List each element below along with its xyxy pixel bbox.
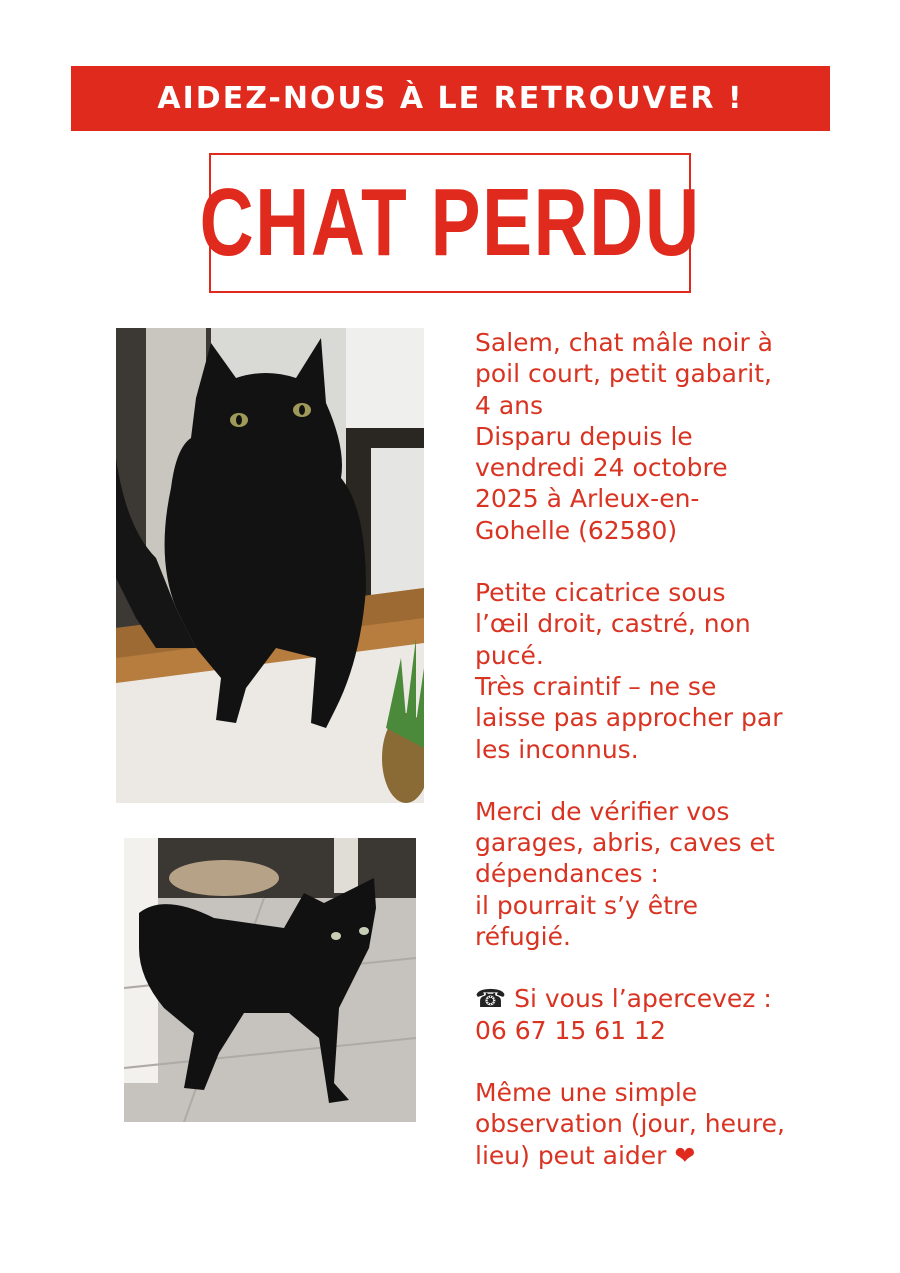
behavior-note: Très craintif – ne se laisse pas approcher par les inconnus. — [475, 671, 783, 764]
closing-message — [475, 1077, 845, 1171]
title-box — [199, 153, 701, 293]
closing-text: Même une simple observation (jour, heure, lieu) peut aider — [475, 1077, 785, 1170]
phone-number[interactable]: 06 67 15 61 12 — [475, 1015, 666, 1045]
header-banner — [71, 66, 830, 131]
description-text — [475, 327, 845, 1171]
phone-icon: ☎ — [475, 984, 507, 1014]
cat-photo-floor — [124, 838, 416, 1122]
cat-photo-windowsill — [116, 328, 424, 803]
missing-info: Disparu depuis le vendredi 24 octobre 2025 à Arleux-en- Gohelle (62580) — [475, 421, 728, 545]
contact-prompt: Si vous l’apercevez : — [514, 984, 772, 1014]
banner-text: AIDEZ-NOUS À LE RETROUVER ! — [157, 81, 744, 116]
heart-icon: ❤ — [674, 1140, 696, 1170]
contact-line — [475, 983, 845, 1014]
cat-identity: Salem, chat mâle noir à poil court, petit gabarit, 4 ans — [475, 328, 773, 420]
search-request: Merci de vérifier vos garages, abris, caves et dépendances : il pourrait s’y être réfugié. — [475, 796, 775, 952]
distinguishing-marks: Petite cicatrice sous l’œil droit, castré, non pucé. — [475, 578, 751, 670]
page-title: CHAT PERDU — [199, 169, 701, 276]
